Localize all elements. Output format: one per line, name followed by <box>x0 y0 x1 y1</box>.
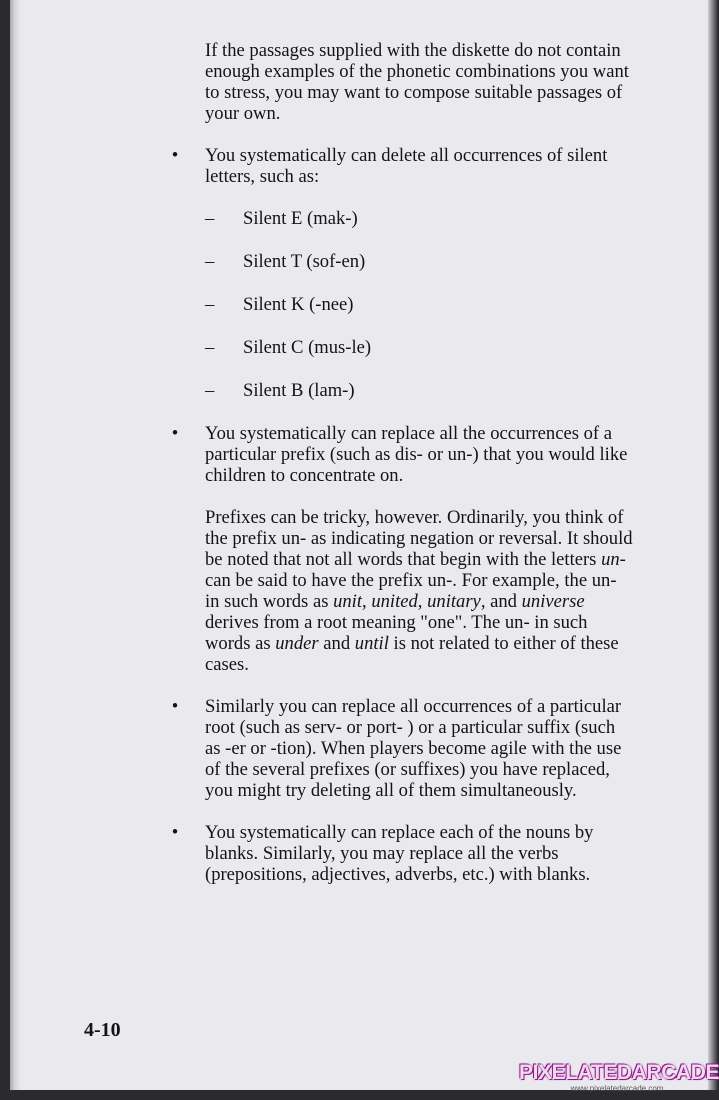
bullet-icon: • <box>171 145 179 166</box>
list-item: – Silent B (lam-) <box>205 380 355 401</box>
watermark-url: www.pixelatedarcade.com <box>570 1084 664 1093</box>
bullet-text: You systematically can replace all the occurrences of a particular prefix (such as dis- or un-) that you would like children to concentrate on. <box>205 423 628 486</box>
dash-icon: – <box>205 337 215 358</box>
bullet-text: You systematically can replace each of the nouns by blanks. Similarly, you may replace all the verbs (prepositions, adjectives, adverbs, etc.) with blanks. <box>205 822 594 885</box>
bullet-root-suffix <box>171 696 635 801</box>
page-binding-shadow <box>10 0 20 1090</box>
intro-paragraph: If the passages supplied with the diskette do not contain enough examples of the phonetic combinations you want to stress, you may want to compose suitable passages of your own. <box>205 40 629 124</box>
page-content <box>171 40 635 906</box>
bullet-icon: • <box>171 822 179 843</box>
list-item: – Silent E (mak-) <box>205 208 358 229</box>
list-item: – Silent C (mus-le) <box>205 337 372 358</box>
bullet-prefix <box>171 423 635 486</box>
page-number: 4-10 <box>84 1019 121 1041</box>
bullet-icon: • <box>171 423 179 444</box>
dash-icon: – <box>205 208 215 229</box>
bullet-silent-letters <box>171 145 635 401</box>
bullet-icon: • <box>171 696 179 717</box>
bullet-text: You systematically can delete all occurrences of silent letters, such as: <box>205 145 608 187</box>
dash-icon: – <box>205 380 215 401</box>
watermark-title: PIXELATEDARCADE <box>519 1061 719 1084</box>
dash-icon: – <box>205 251 215 272</box>
watermark <box>519 1061 719 1094</box>
prefix-paragraph: Prefixes can be tricky, however. Ordinarily, you think of the prefix un- as indicating negation or reversal. It should be noted that not all words that begin with the letters un- can be said to have the prefix un-. For example, the un- in such words as unit, united, unitary, and universe derives from a root meaning "one". The un- in such words as under and until is not related to either of these cases. <box>205 507 633 675</box>
list-item: – Silent K (-nee) <box>205 294 354 315</box>
bullet-nouns <box>171 822 635 885</box>
bullet-text: Similarly you can replace all occurrences of a particular root (such as serv- or port- ) or a particular suffix (such as -er or -tion). When players become agile with the use of the several prefixes (or suffixes) you have replaced, you might try deleting all of them simultaneously. <box>205 696 622 801</box>
page-edge-shadow <box>708 0 719 1090</box>
dash-icon: – <box>205 294 215 315</box>
list-item: – Silent T (sof-en) <box>205 251 366 272</box>
silent-letters-list <box>205 208 635 401</box>
